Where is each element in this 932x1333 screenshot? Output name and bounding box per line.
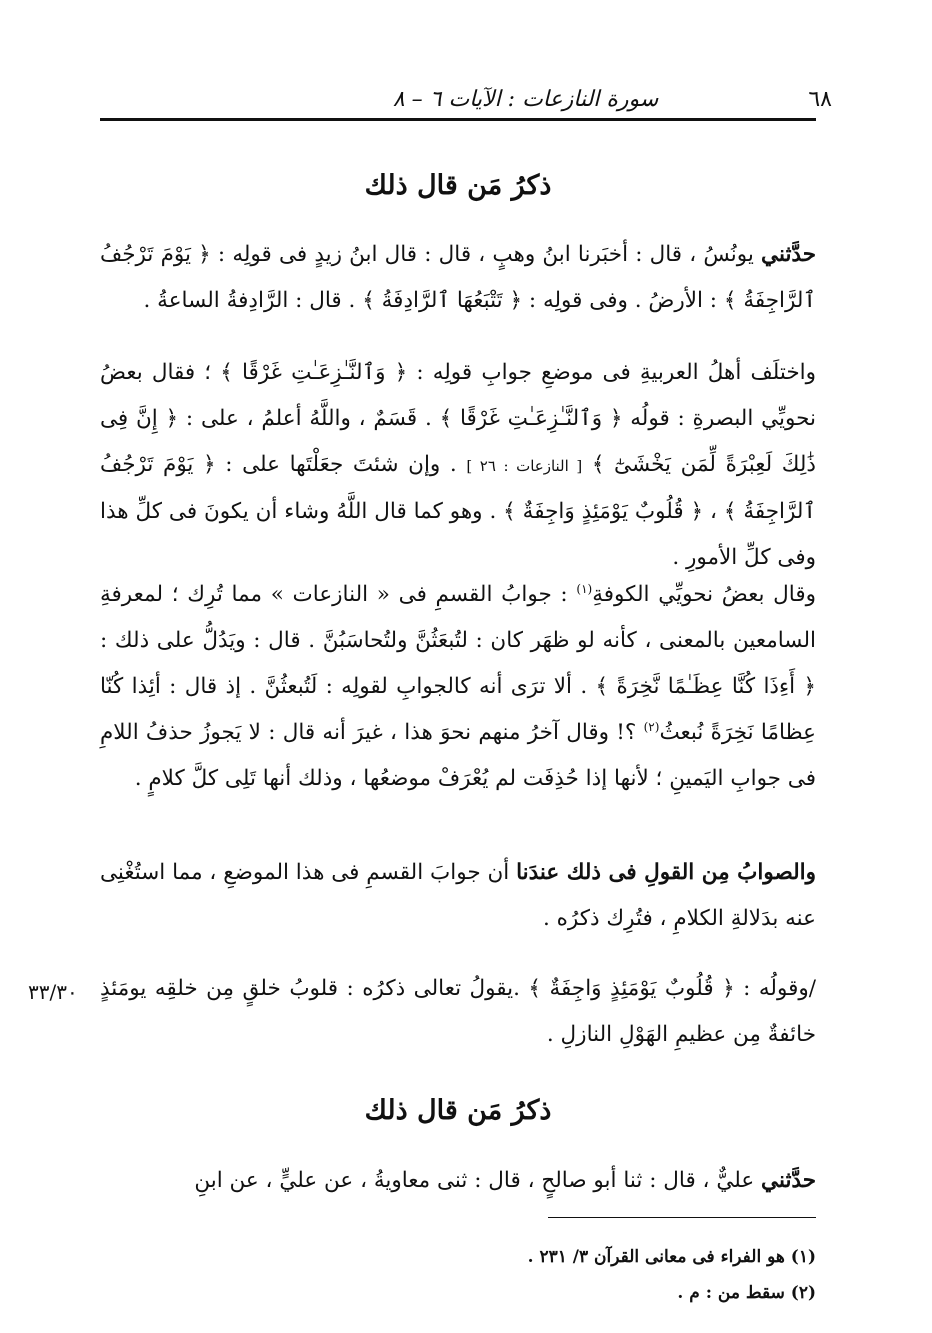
paragraph-text: وقال بعضُ نحويِّي الكوفةِ: [592, 582, 816, 607]
footnote: (٢) سقط من : م .: [677, 1283, 816, 1303]
paragraph-lead: حدَّثني: [761, 242, 816, 267]
footnote-marker: (٢): [643, 719, 660, 734]
paragraph-text: أن جوابَ القسمِ فى هذا الموضعِ ، مما استُغْنِى عنه بدَلالةِ الكلامِ ، فتُرِك ذكرُه .: [100, 860, 816, 931]
paragraph: [100, 966, 816, 1058]
paragraph-text: يونُسُ ، قال : أخبَرنا ابنُ وهبٍ ، قال : قال ابنُ زيدٍ فى قولِه : ﴿ يَوْمَ تَرْجُفُ ٱلرَّاجِفَةُ ﴾ : الأرضُ . وفى قولِه : ﴿ تَتْبَعُهَا ٱلرَّادِفَةُ ﴾ . قال : الرَّادِفةُ الساعةُ .: [100, 242, 816, 313]
paragraph-text: : جوابُ القسمِ فى « النازعات » مما تُرِك ؛ لمعرفةِ السامعين بالمعنى ، كأنه لو ظهَر كان : لتُبعَثُنَّ ولتُحاسَبُنَّ . قال : ويَدُلُّ على ذلك : ﴿ أَءِذَا كُنَّا عِظَـٰمًا نَّخِرَةً ﴾ . ألا ترَى أنه كالجوابِ لقولِه : لَتُبعثُنَّ . إذ قال : أئِذا كُنّا عِظامًا نَخِرَةً نُبعثُ: [100, 582, 816, 745]
paragraph: [100, 350, 816, 581]
paragraph: [100, 232, 816, 324]
section-heading: ذكرُ مَن قال ذلك: [364, 170, 552, 201]
paragraph: [100, 1158, 816, 1204]
footnote-marker: (١): [576, 581, 593, 596]
paragraph-lead: والصوابُ مِن القولِ فى ذلك عندَنا: [516, 860, 816, 885]
paragraph-text: /وقولُه : ﴿ قُلُوبٌ يَوْمَئِذٍ وَاجِفَةٌ ﴾ .يقولُ تعالى ذكرُه : قلوبُ خلقٍ مِن خلقِه يومَئذٍ خائفةٌ مِن عظيمِ الهَوْلِ النازلِ .: [100, 976, 816, 1047]
page-number: ٦٨: [808, 87, 832, 112]
running-title: سورة النازعات : الآيات ٦ – ٨: [392, 87, 659, 112]
paragraph-text: . وإن شئتَ جعَلْتَها على : ﴿ يَوْمَ تَرْجُفُ ٱلرَّاجِفَةُ ﴾ ، ﴿ قُلُوبٌ يَوْمَئِذٍ وَاجِفَةٌ ﴾ . وهو كما قال اللَّهُ وشاء أن يكونَ فى كلِّ هذا وفى كلِّ الأمورِ .: [100, 452, 816, 570]
paragraph-lead: حدَّثني: [761, 1168, 816, 1193]
paragraph: [100, 850, 816, 942]
paragraph-text: ؟! وقال آخرُ منهم نحوَ هذا ، غيرَ أنه قال : لا يَجوزُ حذفُ اللامِ فى جوابِ اليَمينِ ؛ لأنها إذا حُذِفَت لم يُعْرَفْ موضعُها ، وذلك أنها تَلِى كلَّ كلامٍ .: [100, 720, 816, 791]
footnote: (١) هو الفراء فى معانى القرآن ٣/ ٢٣١ .: [527, 1247, 816, 1267]
footnote-rule: [548, 1217, 816, 1218]
paragraph-text: عليٌّ ، قال : ثنا أبو صالحٍ ، قال : ثنى معاويةُ ، عن عليٍّ ، عن ابنِ: [194, 1168, 762, 1193]
verse-citation: [ النازعات : ٢٦ ]: [466, 457, 583, 475]
running-header: [100, 70, 832, 112]
section-heading: ذكرُ مَن قال ذلك: [364, 1095, 552, 1126]
paragraph-text: واختلَف أهلُ العربيةِ فى موضعِ جوابِ قولِه : ﴿ وَٱلنَّـٰزِعَـٰتِ غَرْقًا ﴾ ؛ فقال بعضُ نحويِّي البصرةِ : قولُه ﴿ وَٱلنَّـٰزِعَـٰتِ غَرْقًا ﴾ . قَسَمٌ ، واللَّهُ أعلمُ ، على : ﴿ إِنَّ فِى ذَٰلِكَ لَعِبْرَةً لِّمَن يَخْشَىٰٓ ﴾: [100, 360, 816, 477]
paragraph: [100, 572, 816, 802]
header-rule: [100, 118, 816, 121]
margin-reference: ٣٣/٣٠: [28, 980, 78, 1004]
